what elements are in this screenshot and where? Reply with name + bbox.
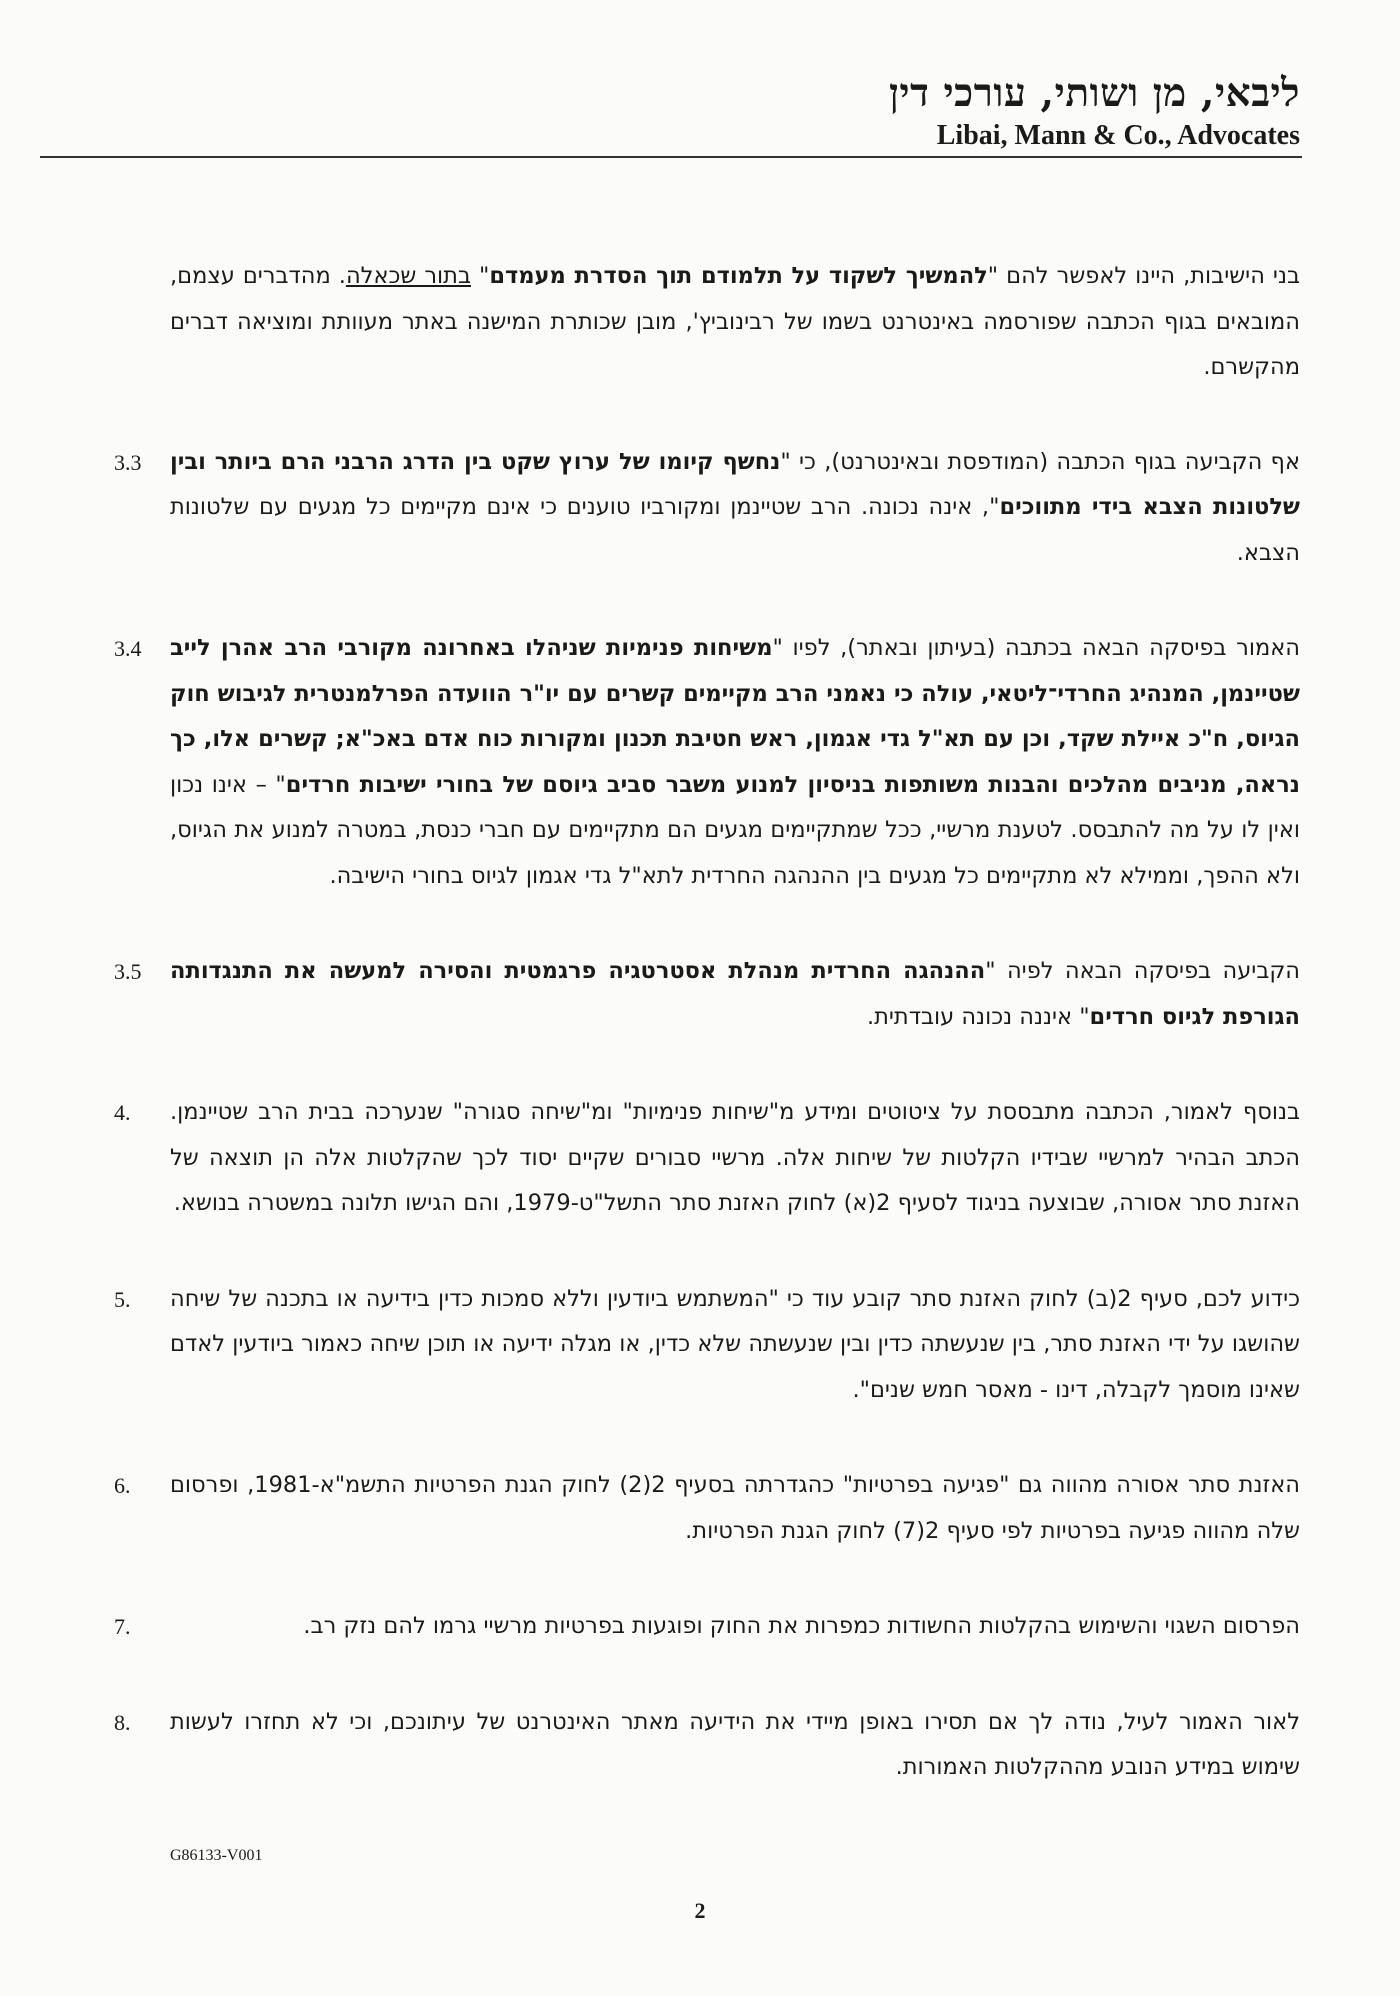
paragraph-number: 8. bbox=[114, 1709, 131, 1735]
header-divider bbox=[40, 156, 1302, 158]
quoted-bold-text: משיחות פנימיות שניהלו באחרונה מקורבי הרב אהרן לייב שטיינמן, המנהיג החרדי־ליטאי, עולה כי נאמני הרב מקיימים קשרים עם יו"ר הוועדה הפרלמנטרית לגיבוש חוק הגיוס, ח"כ איילת שקד, וכן עם תא"ל גדי אגמון, ראש חטיבת תכנון ומקורות כוח אדם באכ"א; קשרים אלו, כך נראה, מניבים מהלכים והבנות משותפות בניסיון למנוע משבר סביב גיוסם של בחורי ישיבות חרדים bbox=[170, 635, 1300, 798]
underlined-text: בתור שכאלה bbox=[345, 263, 471, 289]
paragraph-4 bbox=[114, 1090, 1300, 1227]
quoted-bold-text: להמשיך לשקוד על תלמודם תוך הסדרת מעמדם bbox=[489, 263, 988, 289]
paragraph-number: 4. bbox=[114, 1100, 131, 1125]
paragraph-6 bbox=[114, 1463, 1300, 1554]
paragraph-text: כידוע לכם, סעיף 2(ב) לחוק האזנת סתר קובע עוד כי "המשתמש ביודעין וללא סמכות כדין בידיעה או בתכנה של שיחה שהושגו על ידי האזנת סתר, בין שנעשתה כדין ובין שנעשתה שלא כדין, או מגלה ידיעה או תוכן שיחה כאמור ביודעין לאדם שאינו מוסמך לקבלה, דינו - מאסר חמש שנים". bbox=[170, 1285, 1300, 1403]
paragraph-3-5 bbox=[114, 949, 1300, 1040]
paragraph-3-4 bbox=[114, 626, 1300, 899]
paragraph-8 bbox=[114, 1700, 1300, 1791]
paragraph-text: ", אינה נכונה. הרב שטיינמן ומקורביו טוענים כי אינם מקיימים כל מגעים עם שלטונות הצבא. bbox=[170, 494, 1300, 566]
paragraph-text: בנוסף לאמור, הכתבה מתבססת על ציטוטים ומידע מ"שיחות פנימיות" ומ"שיחה סגורה" שנערכה בבית הרב שטיינמן. הכתב הבהיר למרשיי שבידיו הקלטות של שיחות אלה. מרשיי סבורים שקיים יסוד לכך שהקלטות אלה הן תוצאה של האזנת סתר אסורה, שבוצעה בניגוד לסעיף 2(א) לחוק האזנת סתר התשל"ט-1979, והם הגישו תלונה במשטרה בנושא. bbox=[170, 1099, 1300, 1216]
paragraph-5 bbox=[114, 1277, 1300, 1414]
letterhead-english-name: Libai, Mann & Co., Advocates bbox=[936, 120, 1300, 151]
paragraph-text: " – אינו נכון ואין לו על מה להתבסס. לטענת מרשיי, ככל שמתקיימים מגעים הם מתקיימים עם חברי כנסת, במטרה למנוע את הגיוס, ולא ההפך, וממילא לא מתקיימים כל מגעים בין ההנהגה החרדית לתא"ל גדי אגמון לגיוס בחורי הישיבה. bbox=[170, 771, 1300, 889]
letterhead-hebrew-name: ליבאי, מן ושותי, עורכי דין bbox=[888, 70, 1300, 116]
paragraph-text: הפרסום השגוי והשימוש בהקלטות החשודות כמפרות את החוק ופוגעות בפרטיות מרשיי גרמו להם נזק רב. bbox=[303, 1613, 1300, 1639]
quoted-bold-text: ההנהגה החרדית מנהלת אסטרטגיה פרגמטית והסירה למעשה את התנגדותה הגורפת לגיוס חרדים bbox=[170, 958, 1300, 1030]
paragraph-text: בני הישיבות, היינו לאפשר להם " bbox=[987, 263, 1300, 289]
paragraph-continuation bbox=[170, 254, 1300, 391]
paragraph-text: " bbox=[470, 263, 490, 289]
quoted-bold-text: נחשף קיומו של ערוץ שקט בין הדרג הרבני הרם ביותר ובין שלטונות הצבא בידי מתווכים bbox=[170, 448, 1300, 520]
paragraph-text: האזנת סתר אסורה מהווה גם "פגיעה בפרטיות" כהגדרתה בסעיף 2(2) לחוק הגנת הפרטיות התשמ"א-1981, ופרסום שלה מהווה פגיעה בפרטיות לפי סעיף 2(7) לחוק הגנת הפרטיות. bbox=[170, 1472, 1300, 1544]
paragraph-number: 3.3 bbox=[114, 449, 142, 475]
paragraph-text: האמור בפיסקה הבאה בכתבה (בעיתון ובאתר), לפיו " bbox=[772, 635, 1300, 661]
paragraph-text: לאור האמור לעיל, נודה לך אם תסירו באופן מיידי את הידיעה מאתר האינטרנט של עיתונכם, וכי לא תחזרו לעשות שימוש במידע הנובע מההקלטות האמורות. bbox=[170, 1708, 1300, 1780]
paragraph-7 bbox=[114, 1604, 1300, 1650]
paragraph-text: הקביעה בפיסקה הבאה לפיה " bbox=[985, 958, 1300, 984]
paragraph-text: . מהדברים עצמם, המובאים בגוף הכתבה שפורסמה באינטרנט בשמו של רבינוביץ', מובן שכותרת המישנה באתר מעוותת ומוציאה דברים מהקשרם. bbox=[170, 263, 1300, 380]
letterhead bbox=[889, 70, 1300, 154]
letter-body bbox=[114, 254, 1300, 1841]
paragraph-text: " איננה נכונה עובדתית. bbox=[866, 1003, 1090, 1030]
paragraph-number: 7. bbox=[114, 1614, 131, 1639]
paragraph-text: אף הקביעה בגוף הכתבה (המודפסת ובאינטרנט), כי " bbox=[780, 448, 1300, 475]
page-number: 2 bbox=[694, 1898, 706, 1923]
paragraph-number: 3.5 bbox=[114, 959, 142, 984]
paragraph-number: 3.4 bbox=[114, 636, 142, 661]
paragraph-number: 5. bbox=[114, 1286, 131, 1312]
paragraph-number: 6. bbox=[114, 1473, 131, 1498]
document-id: G86133-V001 bbox=[170, 1847, 263, 1864]
paragraph-3-3 bbox=[114, 440, 1300, 577]
